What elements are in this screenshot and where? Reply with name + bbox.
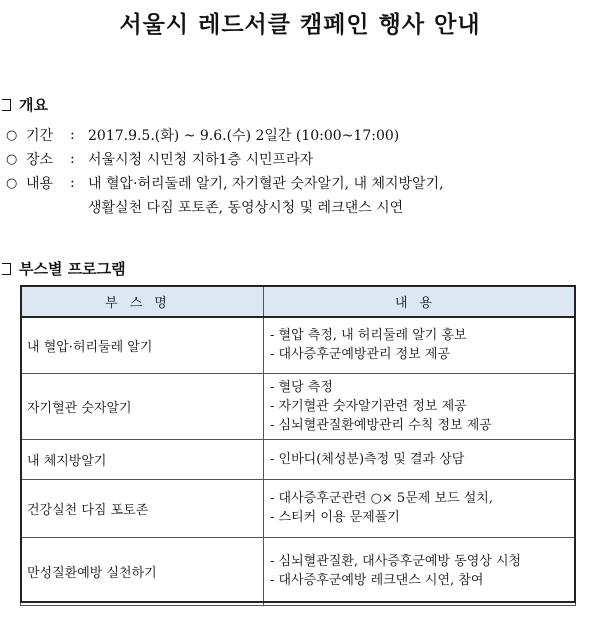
circle-bullet-icon: ○ bbox=[6, 175, 18, 191]
item-key: 내용 bbox=[26, 176, 54, 192]
overview-item-continuation: 생활실천 다짐 포토존, 동영상시청 및 레크댄스 시연 bbox=[88, 200, 404, 216]
content-line: - 대사증후군예방관리 정보 제공 bbox=[270, 347, 451, 363]
booth-name: 만성질환예방 실천하기 bbox=[21, 537, 264, 605]
overview-heading-text: 개요 bbox=[19, 96, 48, 114]
booth-name: 자기혈관 숫자알기 bbox=[21, 373, 264, 439]
booth-name: 내 체지방알기 bbox=[21, 439, 264, 479]
program-heading-text: 부스별 프로그램 bbox=[19, 260, 126, 278]
circle-bullet-icon: ○ bbox=[6, 151, 18, 167]
table-row bbox=[21, 537, 576, 605]
booth-content bbox=[264, 439, 576, 479]
item-value: 2017.9.5.(화) ~ 9.6.(수) 2일간 (10:00~17:00) bbox=[88, 128, 400, 144]
table-row bbox=[21, 317, 576, 373]
item-value: 내 혈압·허리둘레 알기, 자기혈관 숫자알기, 내 체지방알기, bbox=[88, 176, 444, 192]
program-table bbox=[20, 285, 576, 606]
content-line: - 혈당 측정 bbox=[270, 379, 333, 395]
overview-item-period bbox=[6, 123, 596, 147]
content-line: - 자기혈관 숫자알기관련 정보 제공 bbox=[270, 398, 467, 414]
overview-heading bbox=[2, 94, 48, 115]
overview-list bbox=[6, 123, 596, 219]
overview-item-place bbox=[6, 147, 596, 171]
content-line: - 대사증후군예방 레크댄스 시연, 참여 bbox=[270, 573, 484, 588]
content-line: - 스티커 이용 문제풀기 bbox=[270, 510, 400, 525]
content-line: - 심뇌혈관질환, 대사증후군예방 동영상 시청 bbox=[270, 554, 522, 569]
booth-content bbox=[264, 373, 576, 439]
booth-content bbox=[264, 537, 576, 605]
section-box-icon bbox=[2, 263, 11, 275]
circle-bullet-icon: ○ bbox=[6, 127, 18, 143]
content-line: - 심뇌혈관질환예방관리 수칙 정보 제공 bbox=[270, 417, 492, 433]
table-row bbox=[21, 439, 576, 479]
content-line: - 대사증후군관련 ○× 5문제 보드 설치, bbox=[270, 491, 493, 506]
booth-name: 내 혈압·허리둘레 알기 bbox=[21, 317, 264, 373]
booth-content bbox=[264, 479, 576, 537]
table-header-row bbox=[21, 286, 576, 318]
item-sep: : bbox=[70, 151, 75, 167]
table-row bbox=[21, 373, 576, 439]
item-value: 서울시청 시민청 지하1층 시민프라자 bbox=[88, 152, 314, 168]
column-header-content: 내용 bbox=[264, 286, 576, 318]
page-title: 서울시 레드서클 캠페인 행사 안내 bbox=[119, 11, 481, 38]
content-line: - 인바디(체성분)측정 및 결과 상담 bbox=[270, 451, 465, 467]
booth-name: 건강실천 다짐 포토존 bbox=[21, 479, 264, 537]
item-key: 기간 bbox=[26, 128, 54, 144]
table-row bbox=[21, 479, 576, 537]
column-header-booth: 부스명 bbox=[21, 286, 264, 318]
program-heading bbox=[2, 258, 126, 279]
content-line: - 혈압 측정, 내 허리둘레 알기 홍보 bbox=[270, 328, 467, 344]
booth-content bbox=[264, 317, 576, 373]
overview-item-content bbox=[6, 171, 596, 195]
section-box-icon bbox=[2, 99, 11, 111]
item-sep: : bbox=[70, 127, 75, 143]
item-sep: : bbox=[70, 175, 75, 191]
item-key: 장소 bbox=[26, 152, 54, 168]
